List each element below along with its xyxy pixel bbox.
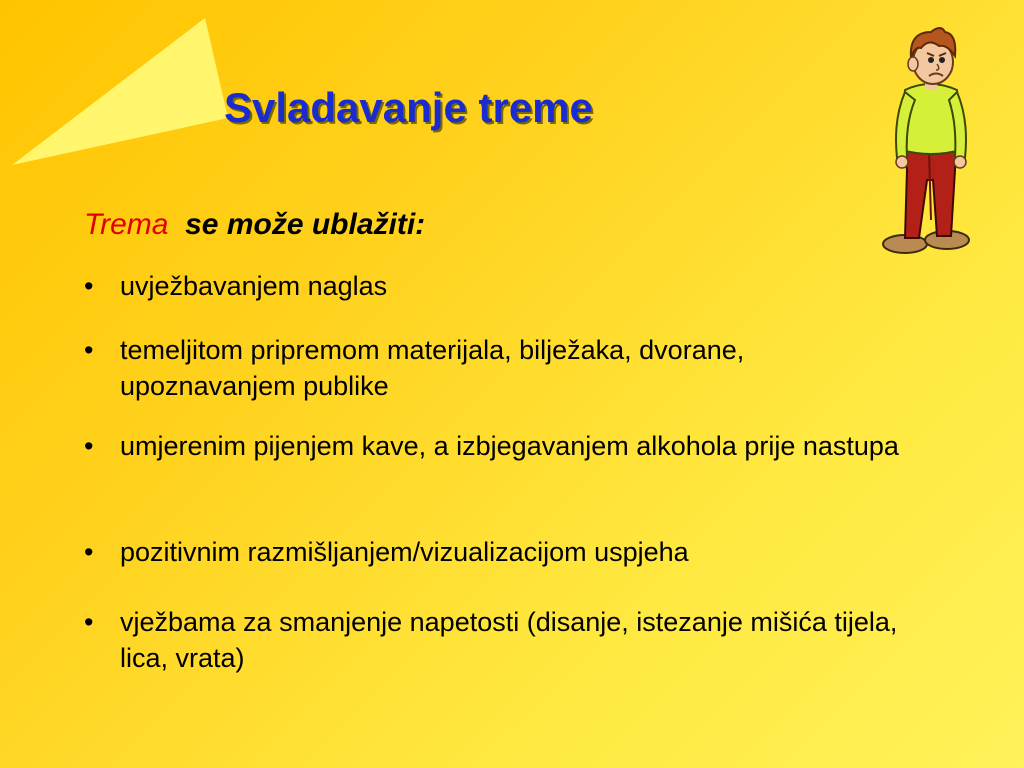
list-item-text: uvježbavanjem naglas xyxy=(120,271,388,301)
list-item-text: pozitivnim razmišljanjem/vizualizacijom uspjeha xyxy=(120,537,689,567)
bullet-marker: • xyxy=(84,607,94,637)
slide-title: Svladavanje treme xyxy=(224,84,593,131)
subtitle-emphasis: Trema xyxy=(84,208,169,241)
list-item-text: vježbama za smanjenje napetosti (disanje, istezanje mišića tijela, lica, vrata) xyxy=(120,607,898,673)
bullet-marker: • xyxy=(84,431,94,461)
subtitle xyxy=(84,208,425,242)
list-item-text: temeljitom pripremom materijala, bilježaka, dvorane, upoznavanjem publike xyxy=(120,335,745,401)
subtitle-rest: se može ublažiti: xyxy=(185,208,426,241)
nervous-boy-icon xyxy=(875,20,985,260)
bullet-marker: • xyxy=(84,335,94,365)
list-item-text: umjerenim pijenjem kave, a izbjegavanjem alkohola prije nastupa xyxy=(120,431,899,461)
decorative-triangle xyxy=(0,0,230,170)
bullet-marker: • xyxy=(84,271,94,301)
bullet-marker: • xyxy=(84,537,94,567)
